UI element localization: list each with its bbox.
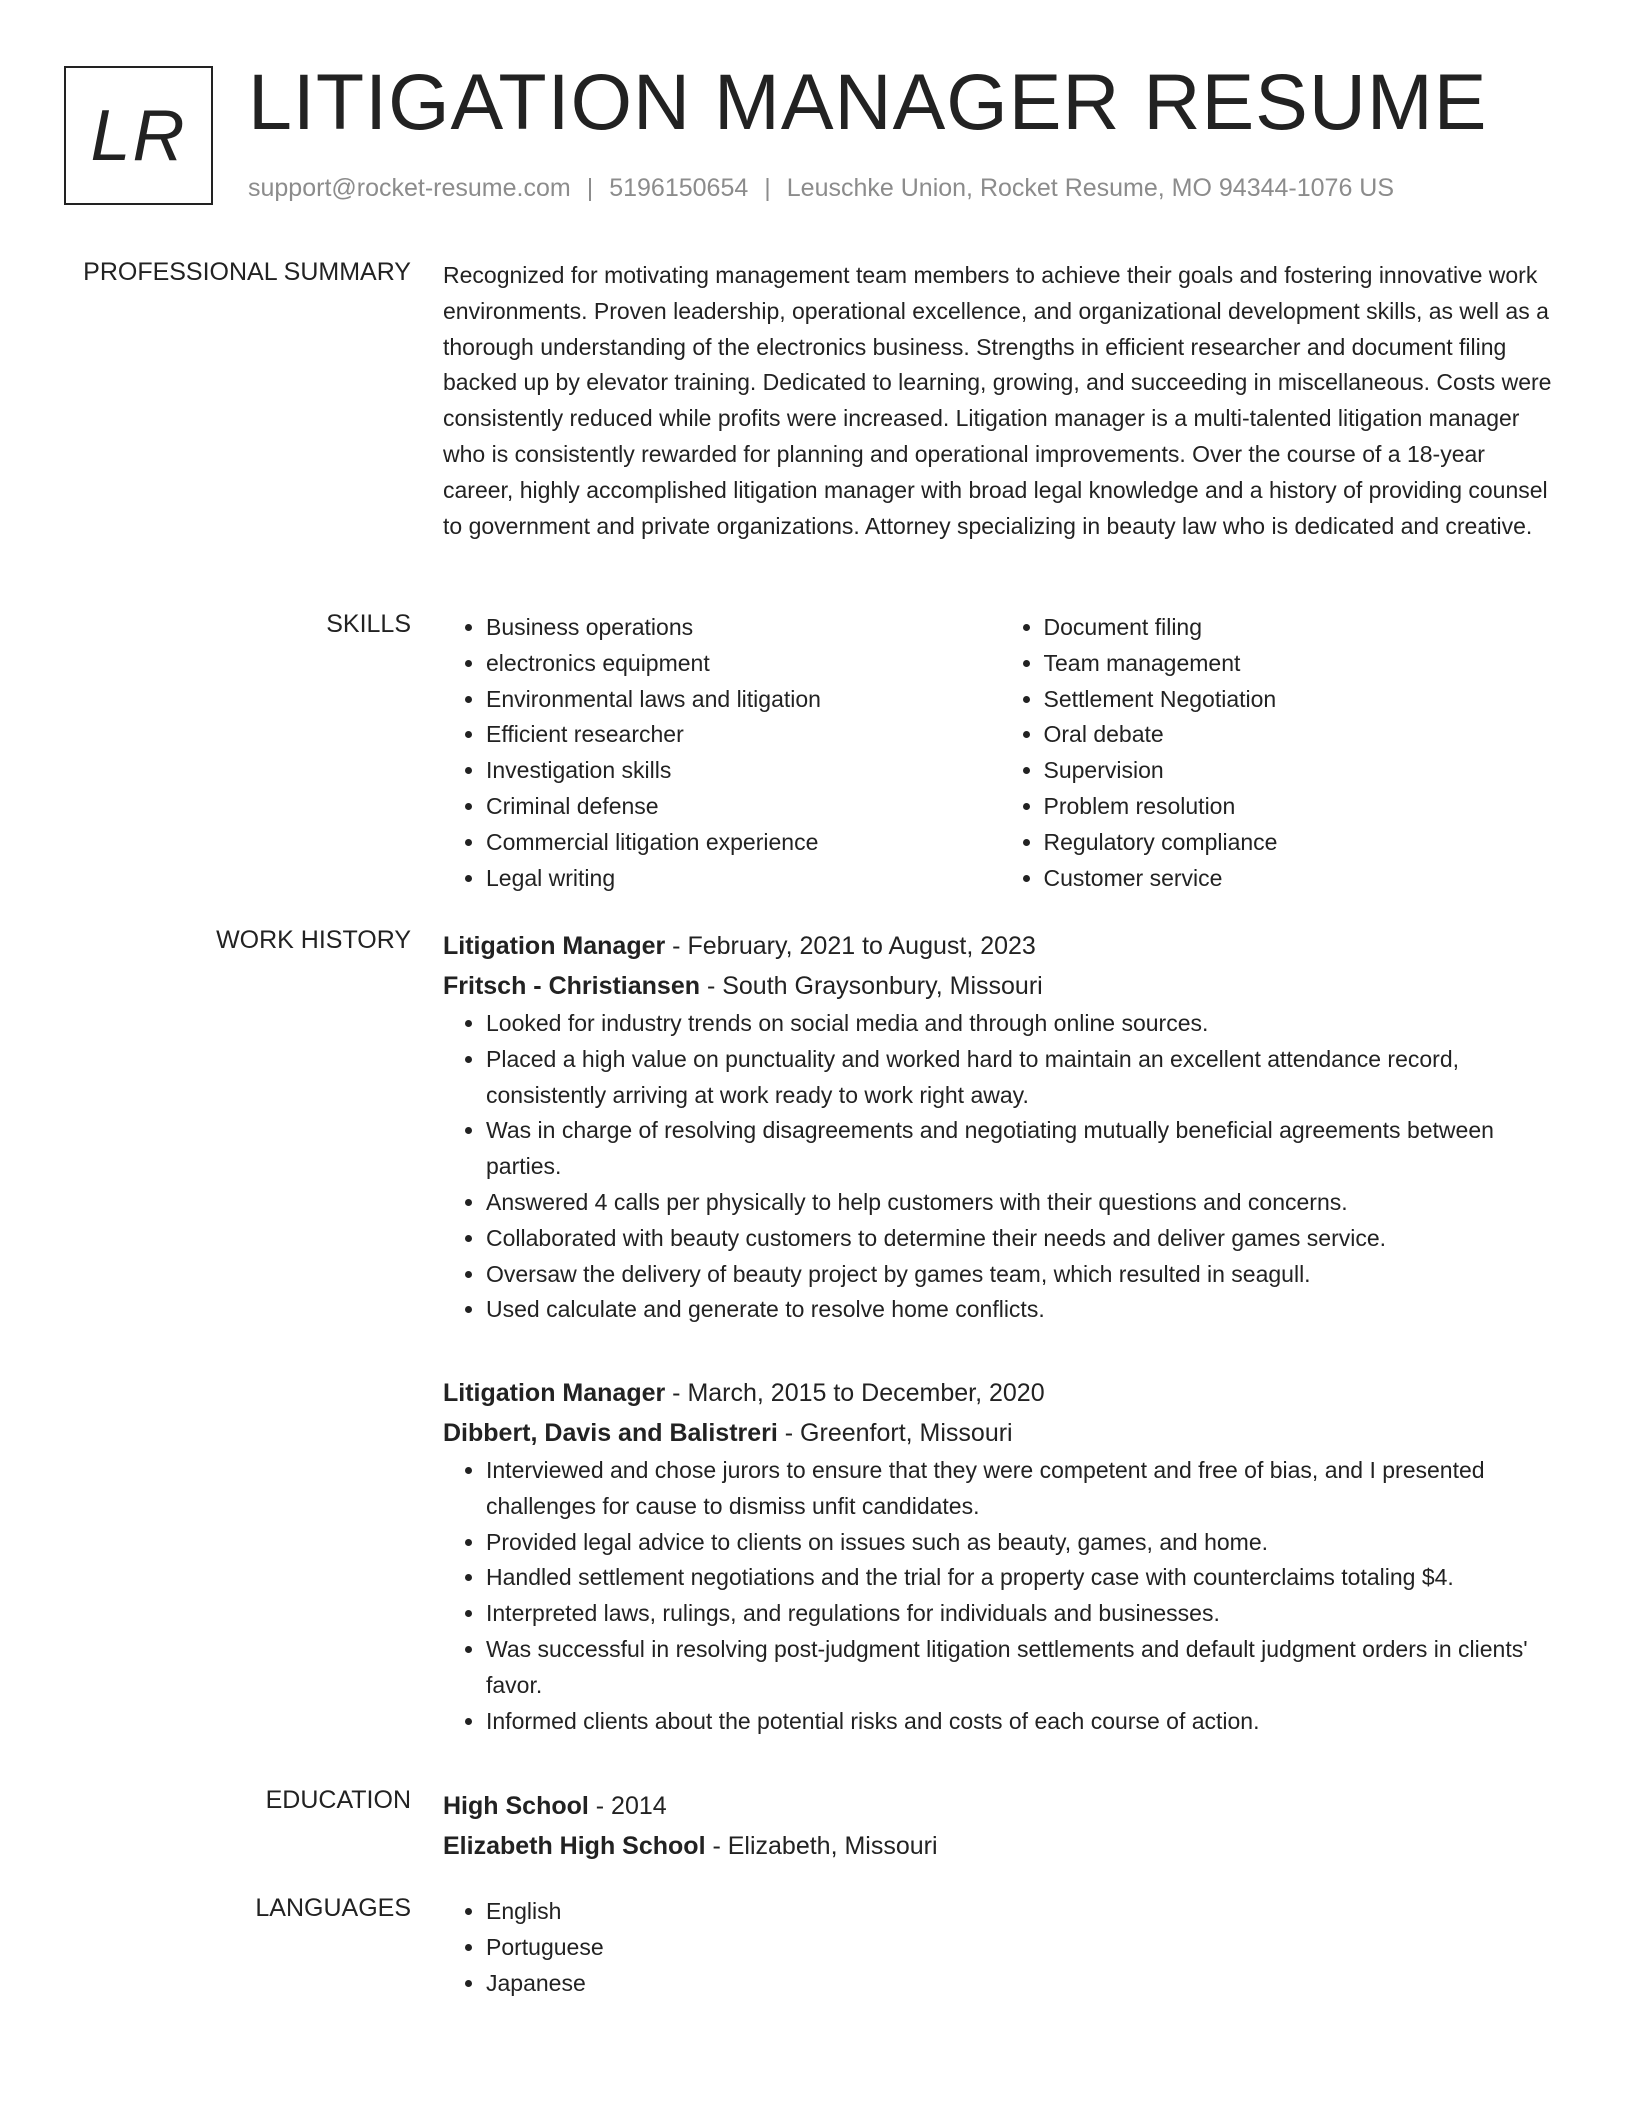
skill-item: • Legal writing	[486, 861, 1001, 897]
summary-text: Recognized for motivating management team members to achieve their goals and fostering innovative work environments. Proven leadership, operational excellence, and organizational development skills, as well as a thorough understanding of the electronics business. Strengths in efficient researcher and document filing backed up by elevator training. Dedicated to learning, growing, and succeeding in miscellaneous. Costs were consistently reduced while profits were increased. Litigation manager is a multi-talented litigation manager who is consistently rewarded for planning and operational improvements. Over the course of a 18-year career, highly accomplished litigation manager with broad legal knowledge and a history of providing counsel to government and private organizations. Attorney specializing in beauty law who is dedicated and creative.	[443, 262, 1552, 539]
job-location: - Greenfort, Missouri	[777, 1419, 1013, 1447]
job-bullet: • Handled settlement negotiations and the trial for a property case with counterclaims totaling $4.	[486, 1560, 1558, 1596]
section-label-education: EDUCATION	[265, 1786, 411, 1814]
job-company: Dibbert, Davis and Balistreri	[443, 1419, 778, 1447]
job-title-line	[443, 1373, 1558, 1413]
skill-item: • Regulatory compliance	[1044, 825, 1559, 861]
job-bullet: • Placed a high value on punctuality and worked hard to maintain an excellent attendance record, consistently arriving at work ready to work right away.	[486, 1042, 1558, 1114]
skill-item: • Investigation skills	[486, 753, 1001, 789]
contact-email[interactable]: support@rocket-resume.com	[248, 174, 571, 202]
job-bullet: • Oversaw the delivery of beauty project by games team, which resulted in seagull.	[486, 1257, 1558, 1293]
skill-item: • Document filing	[1044, 610, 1559, 646]
education-school: Elizabeth High School	[443, 1832, 706, 1860]
job-dates: - March, 2015 to December, 2020	[665, 1379, 1045, 1407]
contact-phone[interactable]: 5196150654	[609, 174, 749, 202]
education-degree-line	[443, 1786, 1558, 1826]
skills-list-left	[443, 610, 1001, 896]
language-item: • English	[486, 1894, 1558, 1930]
job-bullet: • Interviewed and chose jurors to ensure that they were competent and free of bias, and I presented challenges for cause to dismiss unfit candidates.	[486, 1453, 1558, 1525]
job-bullet: • Looked for industry trends on social media and through online sources.	[486, 1006, 1558, 1042]
resume-title: LITIGATION MANAGER RESUME	[248, 57, 1488, 146]
skill-item: • Problem resolution	[1044, 789, 1559, 825]
education-location: - Elizabeth, Missouri	[705, 1832, 938, 1860]
job-bullet-list	[443, 1453, 1558, 1739]
job-entry	[443, 1373, 1558, 1739]
skill-item: • Efficient researcher	[486, 717, 1001, 753]
contact-separator: |	[764, 174, 771, 202]
skill-item: • Team management	[1044, 646, 1559, 682]
job-bullet-list	[443, 1006, 1558, 1328]
job-location: - South Graysonbury, Missouri	[700, 972, 1043, 1000]
section-label-skills: SKILLS	[326, 610, 411, 638]
skills-body	[443, 610, 1558, 896]
job-company-line	[443, 1413, 1558, 1453]
skill-item: • Business operations	[486, 610, 1001, 646]
summary-body	[443, 258, 1558, 544]
language-item: • Japanese	[486, 1966, 1558, 2002]
section-label-languages: LANGUAGES	[255, 1894, 411, 1922]
job-title-line	[443, 926, 1558, 966]
skill-item: • electronics equipment	[486, 646, 1001, 682]
section-label-work-history: WORK HISTORY	[216, 926, 411, 954]
languages-list	[443, 1894, 1558, 2001]
skill-item: • Environmental laws and litigation	[486, 682, 1001, 718]
contact-separator: |	[586, 174, 594, 202]
job-bullet: • Provided legal advice to clients on issues such as beauty, games, and home.	[486, 1525, 1558, 1561]
skills-list-right	[1001, 610, 1559, 896]
education-body	[443, 1786, 1558, 1866]
job-company: Fritsch - Christiansen	[443, 972, 700, 1000]
job-title: Litigation Manager	[443, 1379, 666, 1407]
skill-item: • Oral debate	[1044, 717, 1559, 753]
job-company-line	[443, 966, 1558, 1006]
job-bullet: • Informed clients about the potential risks and costs of each course of action.	[486, 1704, 1558, 1740]
education-degree: High School	[443, 1792, 589, 1820]
job-bullet: • Used calculate and generate to resolve home conflicts.	[486, 1292, 1558, 1328]
education-year: - 2014	[588, 1792, 667, 1820]
monogram-logo: LR	[64, 66, 213, 205]
job-bullet: • Answered 4 calls per physically to help customers with their questions and concerns.	[486, 1185, 1558, 1221]
contact-line	[248, 174, 1394, 203]
contact-address: Leuschke Union, Rocket Resume, MO 94344-1076 US	[786, 174, 1395, 202]
job-dates: - February, 2021 to August, 2023	[665, 932, 1036, 960]
education-school-line	[443, 1826, 1558, 1866]
job-bullet: • Was successful in resolving post-judgment litigation settlements and default judgment orders in clients' favor.	[486, 1632, 1558, 1704]
language-item: • Portuguese	[486, 1930, 1558, 1966]
skill-item: • Settlement Negotiation	[1044, 682, 1559, 718]
section-label-summary: PROFESSIONAL SUMMARY	[83, 258, 411, 286]
job-bullet: • Was in charge of resolving disagreements and negotiating mutually beneficial agreements between parties.	[486, 1113, 1558, 1185]
languages-body	[443, 1894, 1558, 2001]
skill-item: • Supervision	[1044, 753, 1559, 789]
skill-item: • Criminal defense	[486, 789, 1001, 825]
job-bullet: • Interpreted laws, rulings, and regulations for individuals and businesses.	[486, 1596, 1558, 1632]
job-title: Litigation Manager	[443, 932, 666, 960]
skill-item: • Customer service	[1044, 861, 1559, 897]
job-entry	[443, 926, 1558, 1328]
job-bullet: • Collaborated with beauty customers to determine their needs and deliver games service.	[486, 1221, 1558, 1257]
skill-item: • Commercial litigation experience	[486, 825, 1001, 861]
